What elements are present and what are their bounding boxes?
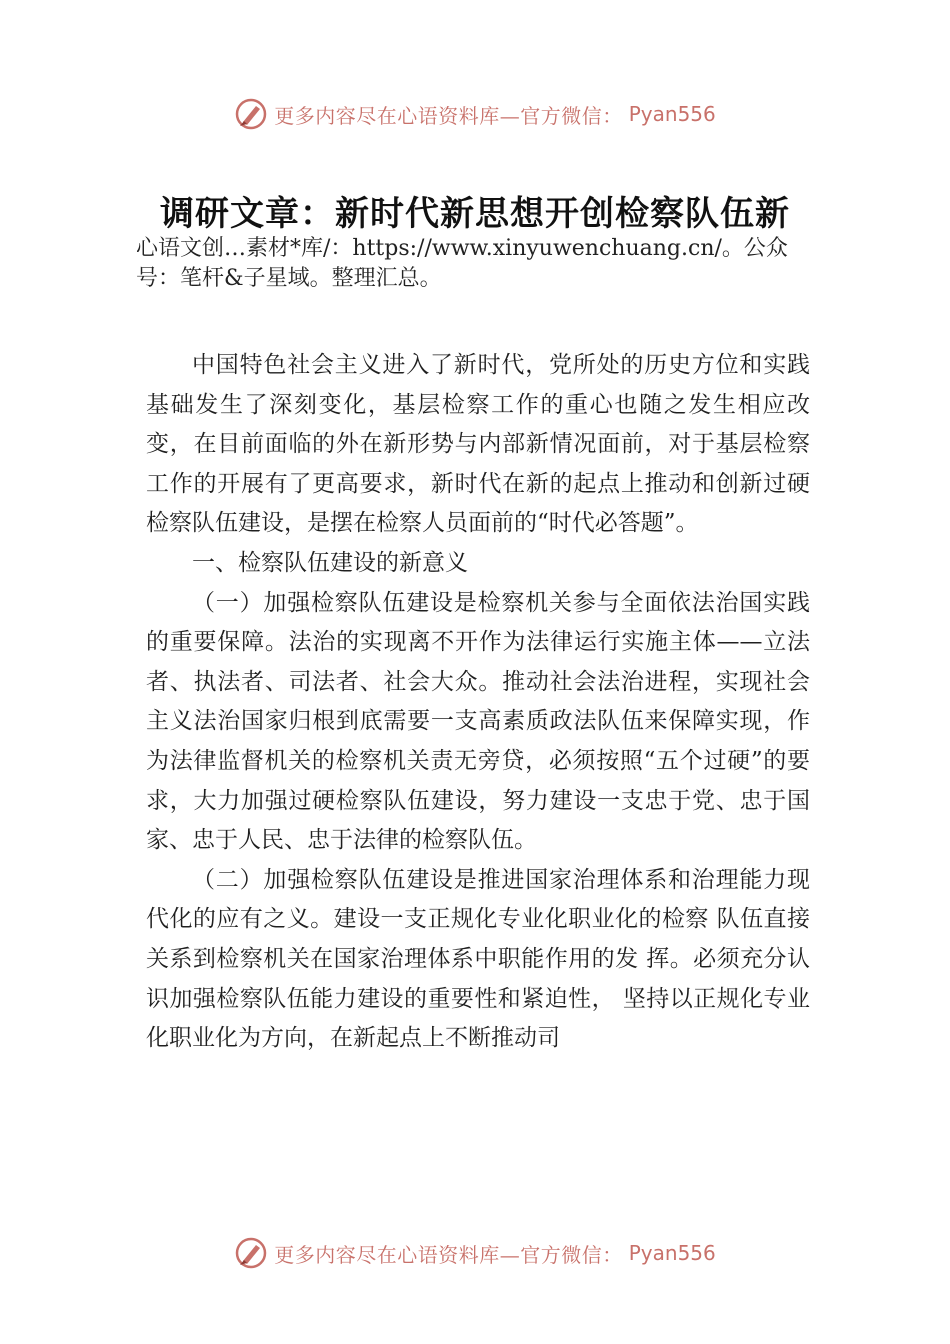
paragraph: （一）加强检察队伍建设是检察机关参与全面依法治国实践的重要保障。法治的实现离不开作为法律运行实施主体——立法者、执法者、司法者、社会大众。推动社会法治进程，实现社会主义法治国家归根到底需要一支高素质政法队伍来保障实现，作为法律监督机关的检察机关责无旁贷，必须按照“五个过硬”的要求，大力加强过硬检察队伍建设，努力建设一支忠于党、忠于国家、忠于人民、忠于法律的检察队伍。 xyxy=(146,589,810,854)
section-heading: 一、检察队伍建设的新意义 xyxy=(192,549,468,576)
banner-wechat-id: Pyan556 xyxy=(628,102,716,126)
pen-logo-icon xyxy=(234,97,268,131)
banner-wechat-id: Pyan556 xyxy=(628,1241,716,1265)
paragraph: （二）加强检察队伍建设是推进国家治理体系和治理能力现代化的应有之义。建设一支正规化专业化职业化的检察 队伍直接关系到检察机关在国家治理体系中职能作用的发 挥。必须充分认识加强检察队伍能力建设的重要性和紧迫性， 坚持以正规化专业化职业化为方向，在新起点上不断推动司 xyxy=(146,866,810,1052)
document-body xyxy=(146,346,810,1059)
source-note: 心语文创…素材*库/：https://www.xinyuwenchuang.cn/。公众号：笔杆&子星域。整理汇总。 xyxy=(136,236,788,291)
document-title: 调研文章：新时代新思想开创检察队伍新 xyxy=(160,194,790,234)
paragraph: 中国特色社会主义进入了新时代，党所处的历史方位和实践基础发生了深刻变化，基层检察工作的重心也随之发生相应改变，在目前面临的外在新形势与内部新情况面前，对于基层检察工作的开展有了更高要求，新时代在新的起点上推动和创新过硬检察队伍建设，是摆在检察人员面前的“时代必答题”。 xyxy=(146,352,810,537)
pen-logo-icon xyxy=(234,1236,268,1270)
banner-text: 更多内容尽在心语资料库—官方微信： xyxy=(274,1242,623,1267)
banner-text: 更多内容尽在心语资料库—官方微信： xyxy=(274,103,623,128)
header-banner xyxy=(0,94,950,134)
footer-banner xyxy=(0,1233,950,1273)
